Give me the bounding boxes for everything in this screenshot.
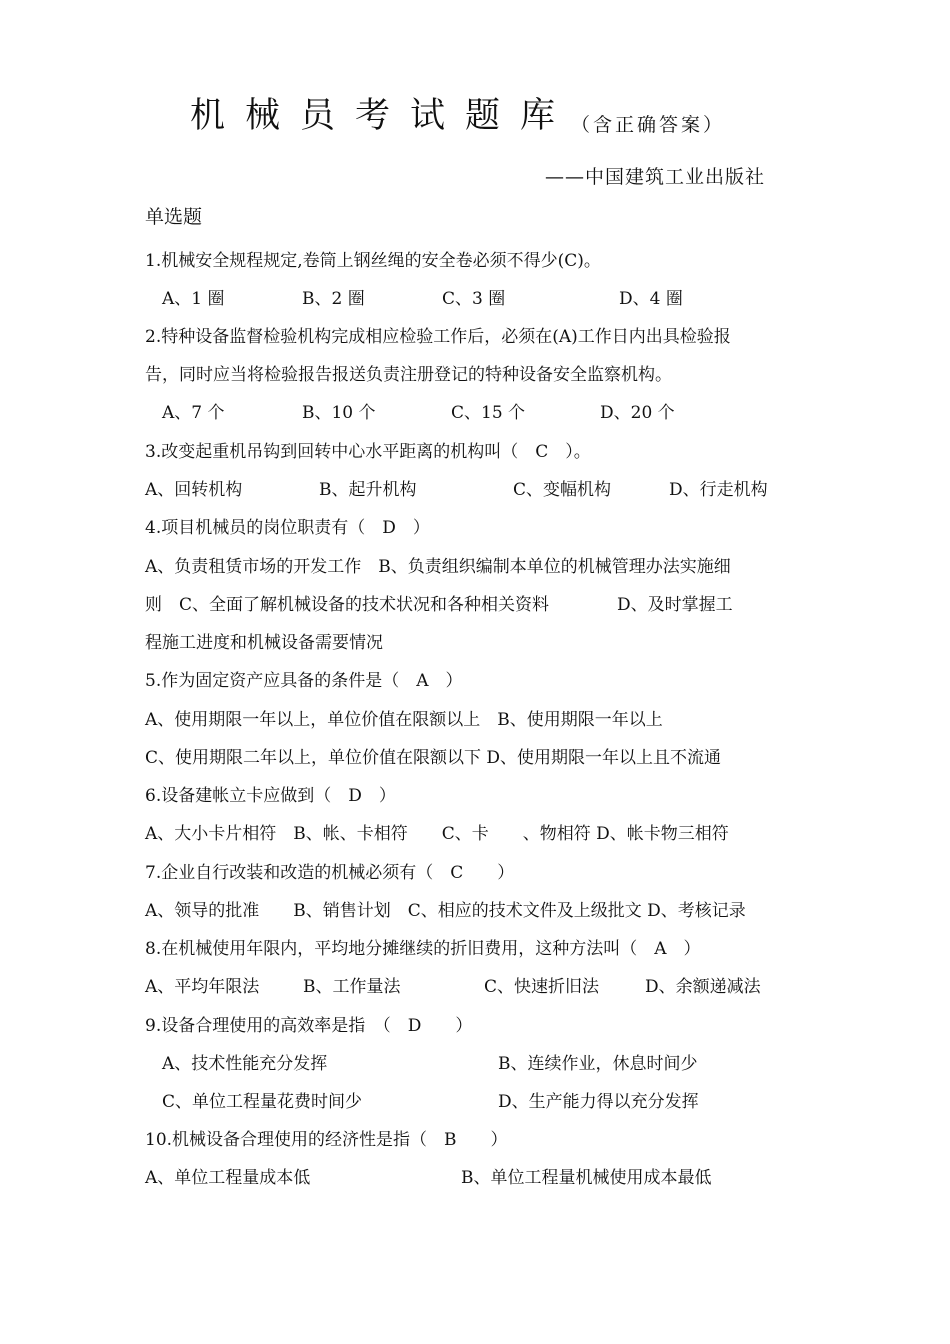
question-1-option-a: A、1 圈 <box>162 289 225 309</box>
question-8-option-b: B、工作量法 <box>303 977 401 997</box>
question-2-option-b: B、10 个 <box>302 403 376 423</box>
question-8-option-a: A、平均年限法 <box>145 977 260 997</box>
question-9-option-d: D、生产能力得以充分发挥 <box>498 1092 699 1112</box>
question-7-line-2: A、领导的批准 B、销售计划 C、相应的技术文件及上级批文 D、考核记录 <box>145 901 746 921</box>
question-2-option-a: A、7 个 <box>162 403 225 423</box>
question-2-stem-line-2: 告，同时应当将检验报告报送负责注册登记的特种设备安全监察机构。 <box>145 365 672 385</box>
question-10-option-a: A、单位工程量成本低 <box>145 1168 311 1188</box>
section-heading: 单选题 <box>145 206 203 228</box>
question-5-line-3: C、使用期限二年以上，单位价值在限额以下 D、使用期限一年以上且不流通 <box>145 748 722 768</box>
question-4-line-4: 程施工进度和机械设备需要情况 <box>145 633 383 653</box>
question-3-option-a: A、回转机构 <box>145 480 243 500</box>
title-row <box>190 88 725 138</box>
question-1-stem: 1.机械安全规程规定,卷筒上钢丝绳的安全卷必须不得少(C)。 <box>145 251 601 271</box>
question-3-stem: 3.改变起重机吊钩到回转中心水平距离的机构叫（ C ）。 <box>145 442 591 462</box>
question-6-stem: 6.设备建帐立卡应做到（ D ） <box>145 786 396 806</box>
question-3-option-b: B、起升机构 <box>319 480 417 500</box>
question-3-option-d: D、行走机构 <box>669 480 768 500</box>
question-3-option-c: C、变幅机构 <box>513 480 612 500</box>
question-6-line-2: A、大小卡片相符 B、帐、卡相符 C、卡 、物相符 D、帐卡物三相符 <box>145 824 729 844</box>
document-title: 机械员考试题库 <box>190 96 576 136</box>
question-4-line-2: A、负责租赁市场的开发工作 B、负责组织编制本单位的机械管理办法实施细 <box>145 557 731 577</box>
question-9-stem: 9.设备合理使用的高效率是指 （ D ） <box>145 1016 473 1036</box>
question-2-option-d: D、20 个 <box>600 403 675 423</box>
question-9-option-c: C、单位工程量花费时间少 <box>162 1092 363 1112</box>
question-9-option-a: A、技术性能充分发挥 <box>162 1054 328 1074</box>
question-8-stem: 8.在机械使用年限内，平均地分摊继续的折旧费用，这种方法叫（ A ） <box>145 939 701 959</box>
question-7-stem: 7.企业自行改装和改造的机械必须有（ C ） <box>145 863 515 883</box>
question-10-stem: 10.机械设备合理使用的经济性是指（ B ） <box>145 1130 508 1150</box>
document-subtitle: （含正确答案） <box>571 114 726 136</box>
question-9-option-b: B、连续作业，休息时间少 <box>498 1054 698 1074</box>
question-2-option-c: C、15 个 <box>451 403 526 423</box>
question-1-option-c: C、3 圈 <box>442 289 506 309</box>
question-8-option-c: C、快速折旧法 <box>484 977 600 997</box>
publisher-line: ——中国建筑工业出版社 <box>545 166 766 188</box>
question-8-option-d: D、余额递减法 <box>645 977 761 997</box>
question-5-line-2: A、使用期限一年以上，单位价值在限额以上 B、使用期限一年以上 <box>145 710 663 730</box>
question-5-stem: 5.作为固定资产应具备的条件是（ A ） <box>145 671 463 691</box>
question-4-stem: 4.项目机械员的岗位职责有（ D ） <box>145 518 430 538</box>
question-2-stem-line-1: 2.特种设备监督检验机构完成相应检验工作后，必须在(A)工作日内出具检验报 <box>145 327 731 347</box>
question-10-option-b: B、单位工程量机械使用成本最低 <box>461 1168 712 1188</box>
question-4-line-3: 则 C、全面了解机械设备的技术状况和各种相关资料 D、及时掌握工 <box>145 595 733 615</box>
question-1-option-b: B、2 圈 <box>302 289 365 309</box>
question-1-option-d: D、4 圈 <box>619 289 683 309</box>
